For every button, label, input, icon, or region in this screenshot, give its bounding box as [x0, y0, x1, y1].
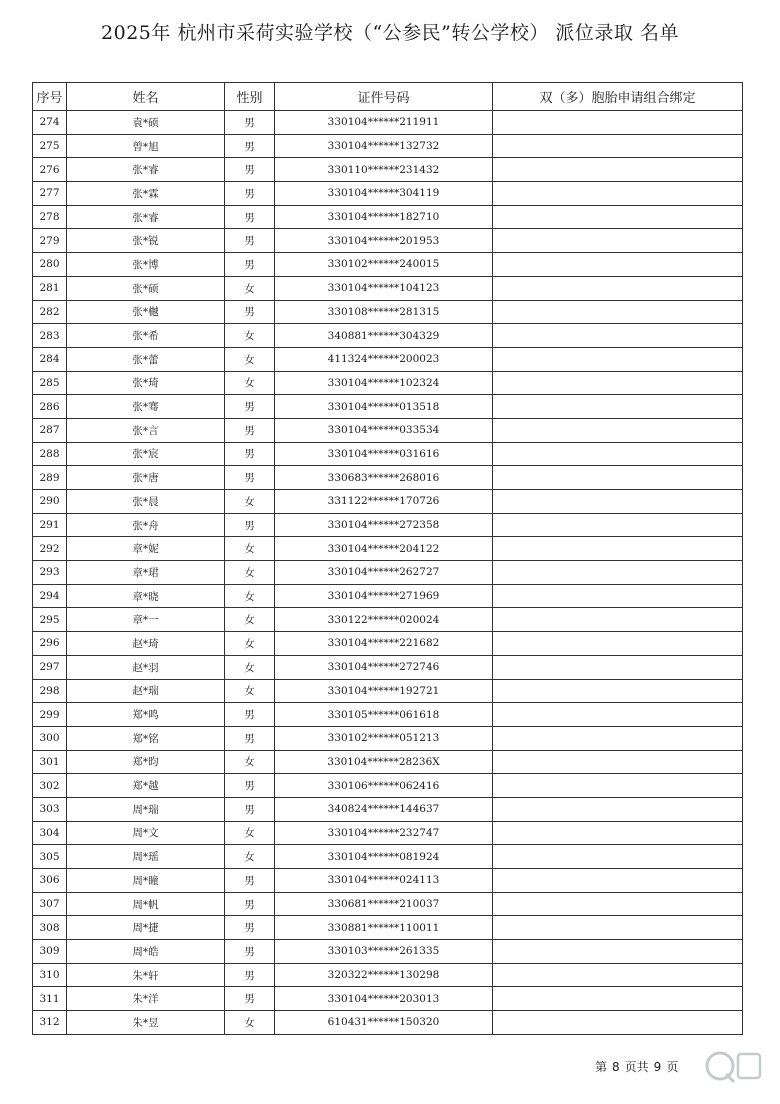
page-footer	[595, 1058, 678, 1075]
cell-gender: 男	[225, 513, 275, 537]
cell-gender: 女	[225, 821, 275, 845]
cell-gender: 女	[225, 371, 275, 395]
cell-name: 袁*硕	[67, 111, 225, 135]
cell-twin-binding	[493, 418, 743, 442]
cell-id-number: 330104******221682	[275, 632, 493, 656]
cell-name: 郑*铭	[67, 726, 225, 750]
cell-gender: 男	[225, 182, 275, 206]
header-twin-binding: 双（多）胞胎申请组合绑定	[493, 83, 743, 111]
cell-gender: 男	[225, 940, 275, 964]
cell-id-number: 330122******020024	[275, 608, 493, 632]
cell-name: 章*妮	[67, 537, 225, 561]
table-row	[33, 655, 743, 679]
cell-seq: 288	[33, 442, 67, 466]
cell-id-number: 330106******062416	[275, 774, 493, 798]
cell-id-number: 330104******203013	[275, 987, 493, 1011]
cell-name: 赵*瑞	[67, 679, 225, 703]
cell-name: 章*晓	[67, 584, 225, 608]
cell-twin-binding	[493, 466, 743, 490]
cell-name: 张*舟	[67, 513, 225, 537]
cell-gender: 男	[225, 466, 275, 490]
cell-id-number: 330104******081924	[275, 845, 493, 869]
cell-twin-binding	[493, 276, 743, 300]
cell-id-number: 331122******170726	[275, 490, 493, 514]
cell-id-number: 330104******192721	[275, 679, 493, 703]
cell-twin-binding	[493, 1011, 743, 1035]
cell-id-number: 330104******024113	[275, 869, 493, 893]
cell-gender: 男	[225, 134, 275, 158]
cell-seq: 307	[33, 892, 67, 916]
cell-id-number: 330104******262727	[275, 561, 493, 585]
cell-seq: 291	[33, 513, 67, 537]
header-name: 姓名	[67, 83, 225, 111]
cell-name: 张*霖	[67, 182, 225, 206]
table-row	[33, 466, 743, 490]
cell-name: 张*宸	[67, 442, 225, 466]
cell-id-number: 320322******130298	[275, 963, 493, 987]
cell-seq: 281	[33, 276, 67, 300]
cell-name: 章*珺	[67, 561, 225, 585]
cell-seq: 293	[33, 561, 67, 585]
cell-id-number: 330104******033534	[275, 418, 493, 442]
cell-seq: 303	[33, 797, 67, 821]
cell-name: 张*锐	[67, 229, 225, 253]
cell-gender: 女	[225, 347, 275, 371]
cell-twin-binding	[493, 940, 743, 964]
cell-id-number: 330683******268016	[275, 466, 493, 490]
table-row	[33, 347, 743, 371]
cell-seq: 302	[33, 774, 67, 798]
cell-id-number: 330104******272746	[275, 655, 493, 679]
table-row	[33, 537, 743, 561]
cell-id-number: 330104******232747	[275, 821, 493, 845]
cell-id-number: 330881******110011	[275, 916, 493, 940]
table-row	[33, 229, 743, 253]
cell-twin-binding	[493, 347, 743, 371]
cell-gender: 女	[225, 537, 275, 561]
table-row	[33, 774, 743, 798]
cell-seq: 286	[33, 395, 67, 419]
table-row	[33, 726, 743, 750]
cell-id-number: 330104******211911	[275, 111, 493, 135]
cell-seq: 308	[33, 916, 67, 940]
table-row	[33, 300, 743, 324]
cell-id-number: 330104******132732	[275, 134, 493, 158]
cell-seq: 279	[33, 229, 67, 253]
cell-name: 曾*旭	[67, 134, 225, 158]
cell-name: 周*文	[67, 821, 225, 845]
table-row	[33, 892, 743, 916]
footer-page-number: 8	[612, 1060, 620, 1074]
cell-twin-binding	[493, 608, 743, 632]
cell-id-number: 330681******210037	[275, 892, 493, 916]
table-row	[33, 750, 743, 774]
cell-gender: 女	[225, 490, 275, 514]
cell-twin-binding	[493, 561, 743, 585]
footer-total-pages: 9	[653, 1060, 662, 1074]
table-row	[33, 561, 743, 585]
cell-gender: 男	[225, 774, 275, 798]
cell-twin-binding	[493, 253, 743, 277]
table-row	[33, 253, 743, 277]
cell-twin-binding	[493, 442, 743, 466]
cell-seq: 287	[33, 418, 67, 442]
cell-twin-binding	[493, 797, 743, 821]
cell-twin-binding	[493, 750, 743, 774]
cell-name: 张*蕾	[67, 347, 225, 371]
admission-table	[32, 82, 743, 1035]
cell-id-number: 340881******304329	[275, 324, 493, 348]
cell-id-number: 330108******281315	[275, 300, 493, 324]
footer-suffix: 页	[666, 1060, 679, 1074]
cell-twin-binding	[493, 205, 743, 229]
cell-id-number: 610431******150320	[275, 1011, 493, 1035]
cell-gender: 女	[225, 632, 275, 656]
cell-twin-binding	[493, 987, 743, 1011]
cell-gender: 女	[225, 561, 275, 585]
cell-id-number: 330105******061618	[275, 703, 493, 727]
cell-id-number: 330104******201953	[275, 229, 493, 253]
table-row	[33, 584, 743, 608]
cell-id-number: 330102******051213	[275, 726, 493, 750]
cell-twin-binding	[493, 584, 743, 608]
cell-seq: 311	[33, 987, 67, 1011]
cell-seq: 292	[33, 537, 67, 561]
table-row	[33, 490, 743, 514]
cell-twin-binding	[493, 111, 743, 135]
cell-gender: 男	[225, 797, 275, 821]
cell-seq: 285	[33, 371, 67, 395]
cell-gender: 男	[225, 395, 275, 419]
cell-id-number: 330104******304119	[275, 182, 493, 206]
page-title: 2025年 杭州市采荷实验学校（“公参民”转公学校） 派位录取 名单	[101, 22, 679, 44]
table-row	[33, 703, 743, 727]
cell-twin-binding	[493, 537, 743, 561]
cell-gender: 男	[225, 158, 275, 182]
cell-twin-binding	[493, 395, 743, 419]
cell-seq: 290	[33, 490, 67, 514]
cell-gender: 男	[225, 205, 275, 229]
table-row	[33, 134, 743, 158]
cell-seq: 280	[33, 253, 67, 277]
cell-gender: 女	[225, 584, 275, 608]
cell-twin-binding	[493, 726, 743, 750]
cell-id-number: 330104******182710	[275, 205, 493, 229]
cell-twin-binding	[493, 158, 743, 182]
table-body	[33, 111, 743, 1035]
cell-seq: 275	[33, 134, 67, 158]
cell-gender: 男	[225, 869, 275, 893]
table-header-row	[33, 83, 743, 111]
cell-seq: 297	[33, 655, 67, 679]
cell-gender: 男	[225, 916, 275, 940]
cell-twin-binding	[493, 845, 743, 869]
cell-seq: 309	[33, 940, 67, 964]
cell-name: 章*一	[67, 608, 225, 632]
cell-seq: 298	[33, 679, 67, 703]
cell-twin-binding	[493, 679, 743, 703]
cell-name: 周*瞳	[67, 869, 225, 893]
table-row	[33, 324, 743, 348]
cell-name: 周*皓	[67, 940, 225, 964]
table-row	[33, 940, 743, 964]
cell-gender: 女	[225, 324, 275, 348]
cell-seq: 304	[33, 821, 67, 845]
header-id-number: 证件号码	[275, 83, 493, 111]
cell-id-number: 330104******28236X	[275, 750, 493, 774]
table-row	[33, 845, 743, 869]
cell-name: 朱*昱	[67, 1011, 225, 1035]
cell-twin-binding	[493, 300, 743, 324]
cell-seq: 274	[33, 111, 67, 135]
cell-gender: 男	[225, 703, 275, 727]
cell-gender: 女	[225, 608, 275, 632]
cell-name: 张*硕	[67, 276, 225, 300]
table-row	[33, 987, 743, 1011]
cell-twin-binding	[493, 182, 743, 206]
header-gender: 性别	[225, 83, 275, 111]
cell-gender: 男	[225, 253, 275, 277]
cell-id-number: 330104******013518	[275, 395, 493, 419]
footer-prefix: 第	[595, 1060, 608, 1074]
cell-id-number: 330104******204122	[275, 537, 493, 561]
cell-name: 张*希	[67, 324, 225, 348]
cell-twin-binding	[493, 371, 743, 395]
cell-seq: 301	[33, 750, 67, 774]
cell-twin-binding	[493, 632, 743, 656]
cell-seq: 284	[33, 347, 67, 371]
cell-gender: 男	[225, 300, 275, 324]
cell-seq: 300	[33, 726, 67, 750]
cell-twin-binding	[493, 229, 743, 253]
cell-name: 朱*轩	[67, 963, 225, 987]
cell-gender: 男	[225, 726, 275, 750]
table-row	[33, 371, 743, 395]
cell-name: 郑*越	[67, 774, 225, 798]
cell-seq: 289	[33, 466, 67, 490]
cell-name: 张*晨	[67, 490, 225, 514]
table-row	[33, 679, 743, 703]
table-row	[33, 821, 743, 845]
cell-name: 张*睿	[67, 205, 225, 229]
cell-name: 张*唐	[67, 466, 225, 490]
cell-name: 张*琦	[67, 371, 225, 395]
cell-gender: 男	[225, 963, 275, 987]
table-row	[33, 418, 743, 442]
table-row	[33, 797, 743, 821]
cell-id-number: 330104******102324	[275, 371, 493, 395]
cell-name: 张*骞	[67, 395, 225, 419]
cell-seq: 296	[33, 632, 67, 656]
cell-id-number: 330102******240015	[275, 253, 493, 277]
cell-id-number: 330104******104123	[275, 276, 493, 300]
cell-seq: 283	[33, 324, 67, 348]
table-row	[33, 963, 743, 987]
cell-twin-binding	[493, 513, 743, 537]
cell-twin-binding	[493, 324, 743, 348]
cell-twin-binding	[493, 869, 743, 893]
cell-name: 周*瑞	[67, 797, 225, 821]
cell-twin-binding	[493, 490, 743, 514]
cell-name: 张*樾	[67, 300, 225, 324]
cell-gender: 男	[225, 418, 275, 442]
cell-twin-binding	[493, 655, 743, 679]
cell-twin-binding	[493, 134, 743, 158]
cell-twin-binding	[493, 892, 743, 916]
table-row	[33, 442, 743, 466]
cell-name: 赵*羽	[67, 655, 225, 679]
cell-seq: 299	[33, 703, 67, 727]
cell-seq: 282	[33, 300, 67, 324]
cell-gender: 男	[225, 442, 275, 466]
cell-seq: 305	[33, 845, 67, 869]
table-row	[33, 869, 743, 893]
cell-gender: 女	[225, 276, 275, 300]
cell-seq: 294	[33, 584, 67, 608]
cell-gender: 男	[225, 892, 275, 916]
cell-gender: 女	[225, 1011, 275, 1035]
cell-seq: 276	[33, 158, 67, 182]
cell-seq: 295	[33, 608, 67, 632]
cell-twin-binding	[493, 703, 743, 727]
table-row	[33, 395, 743, 419]
table-row	[33, 916, 743, 940]
table-row	[33, 276, 743, 300]
cell-seq: 306	[33, 869, 67, 893]
cell-twin-binding	[493, 916, 743, 940]
site-watermark-logo	[700, 1048, 764, 1088]
cell-id-number: 330104******031616	[275, 442, 493, 466]
cell-name: 周*捷	[67, 916, 225, 940]
cell-seq: 278	[33, 205, 67, 229]
table-row	[33, 205, 743, 229]
cell-gender: 男	[225, 229, 275, 253]
cell-twin-binding	[493, 963, 743, 987]
table-row	[33, 632, 743, 656]
cell-name: 周*瑶	[67, 845, 225, 869]
cell-name: 周*帆	[67, 892, 225, 916]
cell-gender: 男	[225, 987, 275, 1011]
table-row	[33, 513, 743, 537]
cell-gender: 女	[225, 655, 275, 679]
cell-id-number: 411324******200023	[275, 347, 493, 371]
table-row	[33, 182, 743, 206]
cell-gender: 女	[225, 845, 275, 869]
cell-gender: 男	[225, 111, 275, 135]
header-seq: 序号	[33, 83, 67, 111]
table-row	[33, 158, 743, 182]
cell-twin-binding	[493, 774, 743, 798]
cell-gender: 女	[225, 750, 275, 774]
cell-gender: 女	[225, 679, 275, 703]
cell-name: 朱*洋	[67, 987, 225, 1011]
cell-id-number: 340824******144637	[275, 797, 493, 821]
cell-id-number: 330110******231432	[275, 158, 493, 182]
cell-twin-binding	[493, 821, 743, 845]
cell-name: 赵*琦	[67, 632, 225, 656]
cell-id-number: 330103******261335	[275, 940, 493, 964]
cell-name: 郑*鸣	[67, 703, 225, 727]
cell-name: 张*言	[67, 418, 225, 442]
cell-name: 张*博	[67, 253, 225, 277]
cell-seq: 277	[33, 182, 67, 206]
cell-seq: 312	[33, 1011, 67, 1035]
table-row	[33, 1011, 743, 1035]
cell-name: 郑*昀	[67, 750, 225, 774]
cell-name: 张*睿	[67, 158, 225, 182]
cell-id-number: 330104******272358	[275, 513, 493, 537]
table-row	[33, 111, 743, 135]
footer-middle: 页共	[624, 1060, 649, 1074]
cell-seq: 310	[33, 963, 67, 987]
cell-id-number: 330104******271969	[275, 584, 493, 608]
table-row	[33, 608, 743, 632]
